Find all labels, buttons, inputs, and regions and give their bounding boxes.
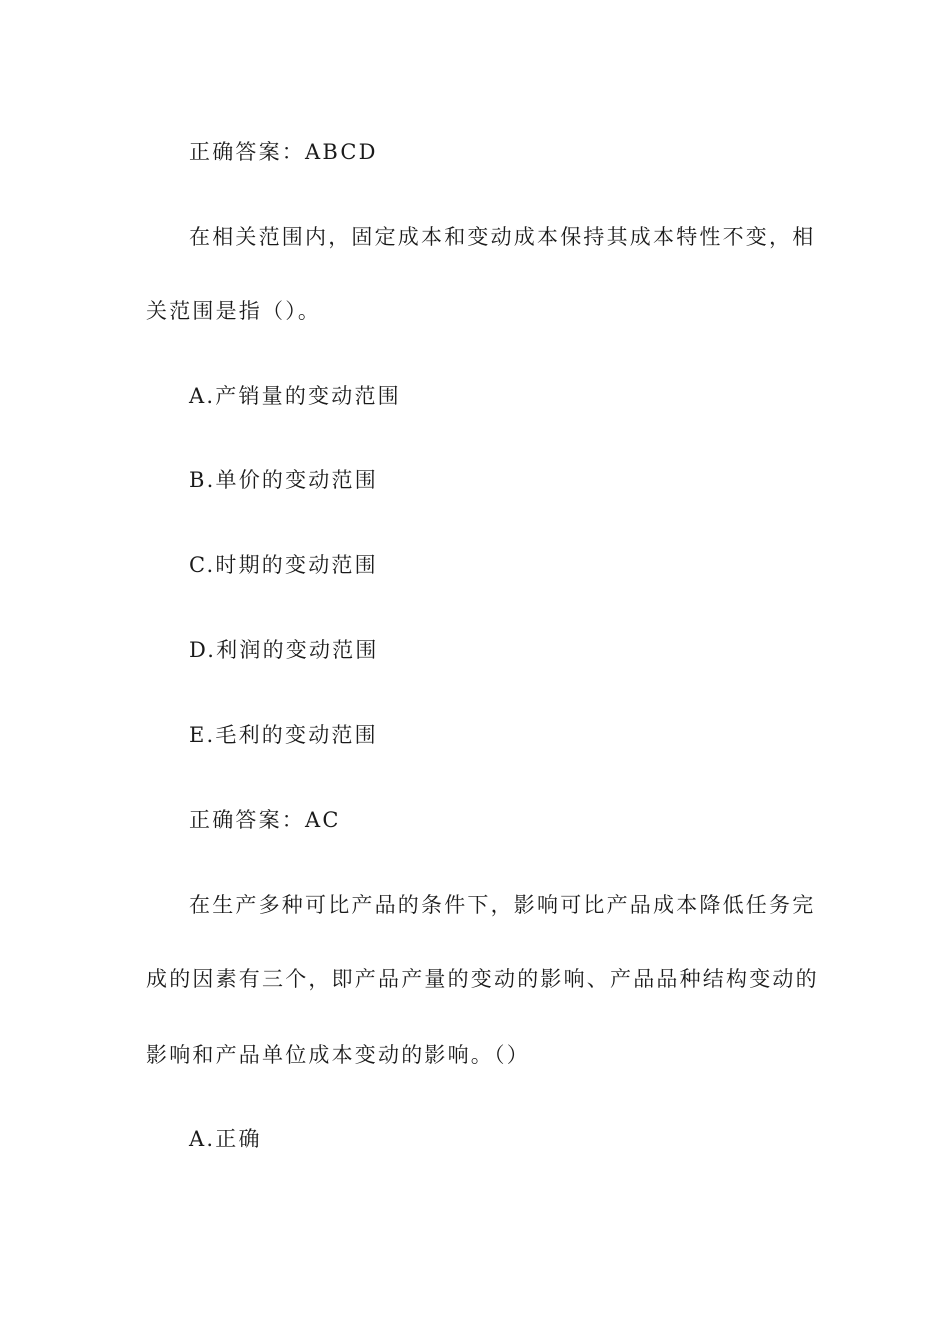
option-a: A.产销量的变动范围 xyxy=(189,384,401,408)
question-stem-line: 在相关范围内，固定成本和变动成本保持其成本特性不变，相 xyxy=(189,225,816,249)
answer-line: 正确答案：ABCD xyxy=(189,140,378,164)
answer-line: 正确答案：AC xyxy=(189,808,341,832)
option-c: C.时期的变动范围 xyxy=(189,553,378,577)
option-e: E.毛利的变动范围 xyxy=(189,723,378,747)
option-a: A.正确 xyxy=(189,1127,262,1151)
question-stem-line: 成的因素有三个，即产品产量的变动的影响、产品品种结构变动的 xyxy=(146,967,819,991)
question-stem-line: 影响和产品单位成本变动的影响。（） xyxy=(146,1043,530,1067)
question-stem-line: 在生产多种可比产品的条件下，影响可比产品成本降低任务完 xyxy=(189,893,816,917)
question-stem-line: 关范围是指（）。 xyxy=(146,299,322,323)
option-d: D.利润的变动范围 xyxy=(189,638,379,662)
option-b: B.单价的变动范围 xyxy=(189,468,378,492)
